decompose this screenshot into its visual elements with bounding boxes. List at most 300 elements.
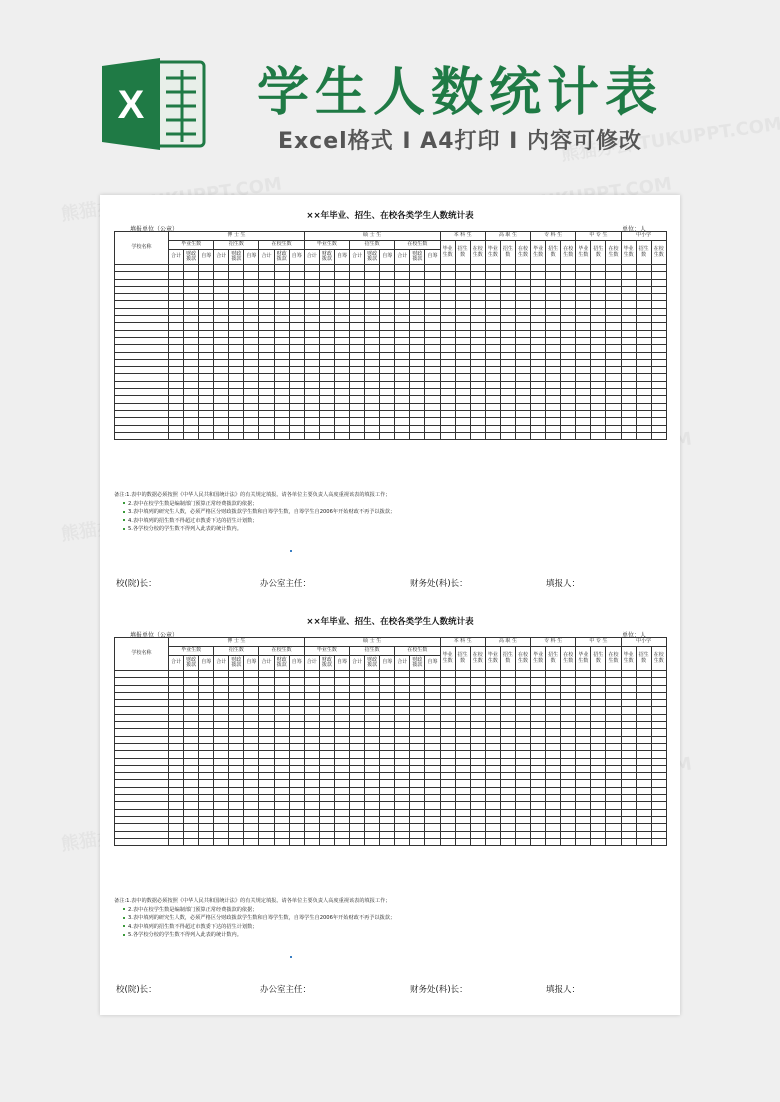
data-cell[interactable] bbox=[169, 816, 184, 823]
data-cell[interactable] bbox=[395, 432, 410, 439]
data-cell[interactable] bbox=[380, 286, 395, 293]
data-cell[interactable] bbox=[591, 286, 606, 293]
data-cell[interactable] bbox=[455, 795, 470, 802]
data-cell[interactable] bbox=[455, 831, 470, 838]
data-cell[interactable] bbox=[651, 816, 666, 823]
data-cell[interactable] bbox=[169, 824, 184, 831]
data-cell[interactable] bbox=[561, 352, 576, 359]
data-cell[interactable] bbox=[410, 316, 425, 323]
data-cell[interactable] bbox=[199, 374, 214, 381]
data-cell[interactable] bbox=[259, 780, 274, 787]
data-cell[interactable] bbox=[274, 374, 289, 381]
data-cell[interactable] bbox=[244, 671, 259, 678]
data-cell[interactable] bbox=[485, 729, 500, 736]
data-cell[interactable] bbox=[244, 714, 259, 721]
data-cell[interactable] bbox=[425, 795, 440, 802]
data-cell[interactable] bbox=[169, 286, 184, 293]
data-cell[interactable] bbox=[244, 337, 259, 344]
data-cell[interactable] bbox=[440, 279, 455, 286]
data-cell[interactable] bbox=[546, 729, 561, 736]
data-cell[interactable] bbox=[636, 751, 651, 758]
data-cell[interactable] bbox=[229, 671, 244, 678]
data-cell[interactable] bbox=[244, 831, 259, 838]
data-cell[interactable] bbox=[199, 418, 214, 425]
data-cell[interactable] bbox=[289, 729, 304, 736]
data-cell[interactable] bbox=[500, 374, 515, 381]
data-cell[interactable] bbox=[621, 751, 636, 758]
data-cell[interactable] bbox=[636, 824, 651, 831]
data-cell[interactable] bbox=[440, 330, 455, 337]
data-cell[interactable] bbox=[546, 345, 561, 352]
data-cell[interactable] bbox=[455, 345, 470, 352]
data-cell[interactable] bbox=[214, 751, 229, 758]
data-cell[interactable] bbox=[606, 838, 621, 845]
data-cell[interactable] bbox=[470, 685, 485, 692]
data-cell[interactable] bbox=[350, 700, 365, 707]
data-cell[interactable] bbox=[304, 824, 319, 831]
data-cell[interactable] bbox=[244, 286, 259, 293]
data-cell[interactable] bbox=[470, 396, 485, 403]
data-cell[interactable] bbox=[576, 265, 591, 272]
data-cell[interactable] bbox=[455, 787, 470, 794]
data-cell[interactable] bbox=[651, 736, 666, 743]
data-cell[interactable] bbox=[199, 765, 214, 772]
data-cell[interactable] bbox=[485, 294, 500, 301]
data-cell[interactable] bbox=[636, 330, 651, 337]
data-cell[interactable] bbox=[651, 308, 666, 315]
data-cell[interactable] bbox=[334, 418, 349, 425]
data-cell[interactable] bbox=[274, 352, 289, 359]
data-cell[interactable] bbox=[651, 367, 666, 374]
data-cell[interactable] bbox=[546, 751, 561, 758]
data-cell[interactable] bbox=[184, 795, 199, 802]
data-cell[interactable] bbox=[561, 722, 576, 729]
data-cell[interactable] bbox=[184, 824, 199, 831]
data-cell[interactable] bbox=[319, 352, 334, 359]
data-cell[interactable] bbox=[515, 374, 530, 381]
data-cell[interactable] bbox=[199, 751, 214, 758]
data-cell[interactable] bbox=[184, 700, 199, 707]
data-cell[interactable] bbox=[531, 294, 546, 301]
data-cell[interactable] bbox=[591, 736, 606, 743]
data-cell[interactable] bbox=[621, 410, 636, 417]
data-cell[interactable] bbox=[561, 272, 576, 279]
data-cell[interactable] bbox=[455, 671, 470, 678]
data-cell[interactable] bbox=[440, 729, 455, 736]
data-cell[interactable] bbox=[214, 294, 229, 301]
data-cell[interactable] bbox=[289, 337, 304, 344]
data-cell[interactable] bbox=[531, 374, 546, 381]
data-cell[interactable] bbox=[274, 751, 289, 758]
data-cell[interactable] bbox=[304, 671, 319, 678]
data-cell[interactable] bbox=[651, 265, 666, 272]
data-cell[interactable] bbox=[334, 816, 349, 823]
data-cell[interactable] bbox=[651, 286, 666, 293]
data-cell[interactable] bbox=[395, 265, 410, 272]
data-cell[interactable] bbox=[425, 352, 440, 359]
data-cell[interactable] bbox=[169, 722, 184, 729]
data-cell[interactable] bbox=[259, 707, 274, 714]
data-cell[interactable] bbox=[651, 729, 666, 736]
data-cell[interactable] bbox=[531, 758, 546, 765]
data-cell[interactable] bbox=[561, 787, 576, 794]
data-cell[interactable] bbox=[334, 802, 349, 809]
data-cell[interactable] bbox=[606, 824, 621, 831]
data-cell[interactable] bbox=[319, 323, 334, 330]
data-cell[interactable] bbox=[606, 671, 621, 678]
data-cell[interactable] bbox=[515, 722, 530, 729]
data-cell[interactable] bbox=[169, 330, 184, 337]
data-cell[interactable] bbox=[561, 359, 576, 366]
data-cell[interactable] bbox=[259, 330, 274, 337]
data-cell[interactable] bbox=[485, 425, 500, 432]
data-cell[interactable] bbox=[576, 425, 591, 432]
data-cell[interactable] bbox=[274, 403, 289, 410]
data-cell[interactable] bbox=[470, 294, 485, 301]
data-cell[interactable] bbox=[410, 809, 425, 816]
data-cell[interactable] bbox=[244, 802, 259, 809]
data-cell[interactable] bbox=[229, 301, 244, 308]
data-cell[interactable] bbox=[425, 418, 440, 425]
data-cell[interactable] bbox=[334, 765, 349, 772]
data-cell[interactable] bbox=[229, 367, 244, 374]
data-cell[interactable] bbox=[169, 743, 184, 750]
data-cell[interactable] bbox=[621, 396, 636, 403]
data-cell[interactable] bbox=[531, 780, 546, 787]
data-cell[interactable] bbox=[576, 685, 591, 692]
data-cell[interactable] bbox=[214, 425, 229, 432]
data-cell[interactable] bbox=[636, 352, 651, 359]
data-cell[interactable] bbox=[500, 722, 515, 729]
data-cell[interactable] bbox=[244, 308, 259, 315]
data-cell[interactable] bbox=[214, 809, 229, 816]
data-cell[interactable] bbox=[531, 795, 546, 802]
data-cell[interactable] bbox=[304, 809, 319, 816]
data-cell[interactable] bbox=[410, 736, 425, 743]
data-cell[interactable] bbox=[199, 359, 214, 366]
data-cell[interactable] bbox=[485, 367, 500, 374]
data-cell[interactable] bbox=[395, 714, 410, 721]
data-cell[interactable] bbox=[515, 678, 530, 685]
data-cell[interactable] bbox=[455, 308, 470, 315]
data-cell[interactable] bbox=[319, 707, 334, 714]
data-cell[interactable] bbox=[621, 374, 636, 381]
data-cell[interactable] bbox=[515, 751, 530, 758]
data-cell[interactable] bbox=[440, 301, 455, 308]
data-cell[interactable] bbox=[229, 286, 244, 293]
data-cell[interactable] bbox=[199, 308, 214, 315]
data-cell[interactable] bbox=[515, 816, 530, 823]
data-cell[interactable] bbox=[169, 809, 184, 816]
data-cell[interactable] bbox=[395, 272, 410, 279]
data-cell[interactable] bbox=[244, 352, 259, 359]
data-cell[interactable] bbox=[410, 374, 425, 381]
data-cell[interactable] bbox=[576, 773, 591, 780]
data-cell[interactable] bbox=[440, 337, 455, 344]
data-cell[interactable] bbox=[455, 758, 470, 765]
data-cell[interactable] bbox=[425, 308, 440, 315]
data-cell[interactable] bbox=[515, 700, 530, 707]
data-cell[interactable] bbox=[576, 722, 591, 729]
data-cell[interactable] bbox=[350, 425, 365, 432]
data-cell[interactable] bbox=[214, 707, 229, 714]
data-cell[interactable] bbox=[500, 692, 515, 699]
data-cell[interactable] bbox=[184, 316, 199, 323]
data-cell[interactable] bbox=[636, 272, 651, 279]
data-cell[interactable] bbox=[500, 765, 515, 772]
data-cell[interactable] bbox=[500, 831, 515, 838]
data-cell[interactable] bbox=[440, 265, 455, 272]
data-cell[interactable] bbox=[199, 780, 214, 787]
data-cell[interactable] bbox=[289, 736, 304, 743]
data-cell[interactable] bbox=[515, 272, 530, 279]
data-cell[interactable] bbox=[289, 751, 304, 758]
data-cell[interactable] bbox=[169, 692, 184, 699]
data-cell[interactable] bbox=[334, 316, 349, 323]
data-cell[interactable] bbox=[274, 722, 289, 729]
data-cell[interactable] bbox=[576, 765, 591, 772]
data-cell[interactable] bbox=[606, 816, 621, 823]
data-cell[interactable] bbox=[606, 279, 621, 286]
data-cell[interactable] bbox=[319, 389, 334, 396]
data-cell[interactable] bbox=[365, 671, 380, 678]
data-cell[interactable] bbox=[576, 396, 591, 403]
data-cell[interactable] bbox=[531, 345, 546, 352]
data-cell[interactable] bbox=[561, 802, 576, 809]
data-cell[interactable] bbox=[591, 751, 606, 758]
data-cell[interactable] bbox=[576, 707, 591, 714]
data-cell[interactable] bbox=[274, 359, 289, 366]
data-cell[interactable] bbox=[561, 707, 576, 714]
data-cell[interactable] bbox=[350, 824, 365, 831]
data-cell[interactable] bbox=[365, 816, 380, 823]
data-cell[interactable] bbox=[304, 367, 319, 374]
data-cell[interactable] bbox=[259, 323, 274, 330]
data-cell[interactable] bbox=[500, 396, 515, 403]
data-cell[interactable] bbox=[304, 802, 319, 809]
data-cell[interactable] bbox=[606, 337, 621, 344]
data-cell[interactable] bbox=[500, 758, 515, 765]
data-cell[interactable] bbox=[169, 323, 184, 330]
data-cell[interactable] bbox=[214, 337, 229, 344]
data-cell[interactable] bbox=[515, 294, 530, 301]
data-cell[interactable] bbox=[500, 279, 515, 286]
data-cell[interactable] bbox=[515, 780, 530, 787]
data-cell[interactable] bbox=[636, 816, 651, 823]
data-cell[interactable] bbox=[289, 425, 304, 432]
data-cell[interactable] bbox=[350, 678, 365, 685]
data-cell[interactable] bbox=[259, 816, 274, 823]
data-cell[interactable] bbox=[621, 722, 636, 729]
data-cell[interactable] bbox=[319, 425, 334, 432]
data-cell[interactable] bbox=[636, 279, 651, 286]
data-cell[interactable] bbox=[621, 743, 636, 750]
data-cell[interactable] bbox=[214, 838, 229, 845]
data-cell[interactable] bbox=[229, 389, 244, 396]
data-cell[interactable] bbox=[410, 279, 425, 286]
data-cell[interactable] bbox=[334, 758, 349, 765]
data-cell[interactable] bbox=[651, 381, 666, 388]
data-cell[interactable] bbox=[576, 671, 591, 678]
data-cell[interactable] bbox=[561, 824, 576, 831]
data-cell[interactable] bbox=[576, 736, 591, 743]
data-cell[interactable] bbox=[289, 831, 304, 838]
data-cell[interactable] bbox=[319, 722, 334, 729]
data-cell[interactable] bbox=[214, 345, 229, 352]
data-cell[interactable] bbox=[334, 410, 349, 417]
data-cell[interactable] bbox=[561, 736, 576, 743]
data-cell[interactable] bbox=[470, 323, 485, 330]
data-cell[interactable] bbox=[365, 758, 380, 765]
data-cell[interactable] bbox=[289, 272, 304, 279]
data-cell[interactable] bbox=[500, 425, 515, 432]
data-cell[interactable] bbox=[591, 330, 606, 337]
data-cell[interactable] bbox=[500, 671, 515, 678]
data-cell[interactable] bbox=[319, 381, 334, 388]
data-cell[interactable] bbox=[199, 773, 214, 780]
data-cell[interactable] bbox=[365, 780, 380, 787]
data-cell[interactable] bbox=[531, 381, 546, 388]
data-cell[interactable] bbox=[274, 301, 289, 308]
data-cell[interactable] bbox=[244, 396, 259, 403]
data-cell[interactable] bbox=[470, 795, 485, 802]
data-cell[interactable] bbox=[561, 729, 576, 736]
data-cell[interactable] bbox=[365, 700, 380, 707]
data-cell[interactable] bbox=[470, 816, 485, 823]
data-cell[interactable] bbox=[636, 707, 651, 714]
data-cell[interactable] bbox=[115, 345, 169, 352]
data-cell[interactable] bbox=[500, 816, 515, 823]
data-cell[interactable] bbox=[531, 367, 546, 374]
data-cell[interactable] bbox=[531, 700, 546, 707]
data-cell[interactable] bbox=[576, 700, 591, 707]
data-cell[interactable] bbox=[410, 425, 425, 432]
data-cell[interactable] bbox=[115, 743, 169, 750]
data-cell[interactable] bbox=[531, 359, 546, 366]
data-cell[interactable] bbox=[365, 707, 380, 714]
data-cell[interactable] bbox=[304, 692, 319, 699]
data-cell[interactable] bbox=[184, 678, 199, 685]
data-cell[interactable] bbox=[395, 743, 410, 750]
data-cell[interactable] bbox=[380, 802, 395, 809]
data-cell[interactable] bbox=[304, 795, 319, 802]
data-cell[interactable] bbox=[350, 795, 365, 802]
data-cell[interactable] bbox=[425, 265, 440, 272]
data-cell[interactable] bbox=[531, 685, 546, 692]
data-cell[interactable] bbox=[184, 381, 199, 388]
data-cell[interactable] bbox=[115, 308, 169, 315]
data-cell[interactable] bbox=[500, 316, 515, 323]
data-cell[interactable] bbox=[380, 301, 395, 308]
data-cell[interactable] bbox=[350, 286, 365, 293]
data-cell[interactable] bbox=[214, 374, 229, 381]
data-cell[interactable] bbox=[591, 425, 606, 432]
data-cell[interactable] bbox=[289, 374, 304, 381]
data-cell[interactable] bbox=[350, 279, 365, 286]
data-cell[interactable] bbox=[651, 809, 666, 816]
data-cell[interactable] bbox=[440, 802, 455, 809]
data-cell[interactable] bbox=[319, 692, 334, 699]
data-cell[interactable] bbox=[244, 809, 259, 816]
data-cell[interactable] bbox=[319, 831, 334, 838]
data-cell[interactable] bbox=[334, 809, 349, 816]
data-cell[interactable] bbox=[229, 795, 244, 802]
data-cell[interactable] bbox=[274, 824, 289, 831]
data-cell[interactable] bbox=[621, 802, 636, 809]
data-cell[interactable] bbox=[259, 396, 274, 403]
data-cell[interactable] bbox=[455, 425, 470, 432]
data-cell[interactable] bbox=[169, 729, 184, 736]
data-cell[interactable] bbox=[470, 787, 485, 794]
data-cell[interactable] bbox=[410, 707, 425, 714]
data-cell[interactable] bbox=[395, 279, 410, 286]
data-cell[interactable] bbox=[274, 707, 289, 714]
data-cell[interactable] bbox=[606, 787, 621, 794]
data-cell[interactable] bbox=[546, 265, 561, 272]
data-cell[interactable] bbox=[500, 389, 515, 396]
data-cell[interactable] bbox=[470, 758, 485, 765]
data-cell[interactable] bbox=[515, 736, 530, 743]
data-cell[interactable] bbox=[485, 824, 500, 831]
data-cell[interactable] bbox=[304, 714, 319, 721]
data-cell[interactable] bbox=[184, 345, 199, 352]
data-cell[interactable] bbox=[651, 301, 666, 308]
data-cell[interactable] bbox=[410, 286, 425, 293]
data-cell[interactable] bbox=[199, 272, 214, 279]
data-cell[interactable] bbox=[334, 838, 349, 845]
data-cell[interactable] bbox=[470, 743, 485, 750]
data-cell[interactable] bbox=[576, 787, 591, 794]
data-cell[interactable] bbox=[395, 700, 410, 707]
data-cell[interactable] bbox=[455, 403, 470, 410]
data-cell[interactable] bbox=[334, 374, 349, 381]
data-cell[interactable] bbox=[289, 389, 304, 396]
data-cell[interactable] bbox=[531, 418, 546, 425]
data-cell[interactable] bbox=[169, 308, 184, 315]
data-cell[interactable] bbox=[455, 381, 470, 388]
data-cell[interactable] bbox=[425, 330, 440, 337]
data-cell[interactable] bbox=[169, 671, 184, 678]
data-cell[interactable] bbox=[289, 294, 304, 301]
data-cell[interactable] bbox=[546, 374, 561, 381]
data-cell[interactable] bbox=[500, 403, 515, 410]
data-cell[interactable] bbox=[410, 838, 425, 845]
data-cell[interactable] bbox=[546, 286, 561, 293]
data-cell[interactable] bbox=[591, 294, 606, 301]
data-cell[interactable] bbox=[606, 418, 621, 425]
data-cell[interactable] bbox=[395, 286, 410, 293]
data-cell[interactable] bbox=[214, 831, 229, 838]
data-cell[interactable] bbox=[621, 345, 636, 352]
data-cell[interactable] bbox=[304, 330, 319, 337]
data-cell[interactable] bbox=[214, 671, 229, 678]
data-cell[interactable] bbox=[621, 425, 636, 432]
data-cell[interactable] bbox=[304, 418, 319, 425]
data-cell[interactable] bbox=[425, 286, 440, 293]
data-cell[interactable] bbox=[289, 367, 304, 374]
data-cell[interactable] bbox=[184, 736, 199, 743]
data-cell[interactable] bbox=[395, 722, 410, 729]
data-cell[interactable] bbox=[395, 685, 410, 692]
data-cell[interactable] bbox=[470, 301, 485, 308]
data-cell[interactable] bbox=[169, 418, 184, 425]
data-cell[interactable] bbox=[515, 403, 530, 410]
data-cell[interactable] bbox=[636, 381, 651, 388]
data-cell[interactable] bbox=[169, 425, 184, 432]
data-cell[interactable] bbox=[500, 272, 515, 279]
data-cell[interactable] bbox=[319, 316, 334, 323]
data-cell[interactable] bbox=[289, 359, 304, 366]
